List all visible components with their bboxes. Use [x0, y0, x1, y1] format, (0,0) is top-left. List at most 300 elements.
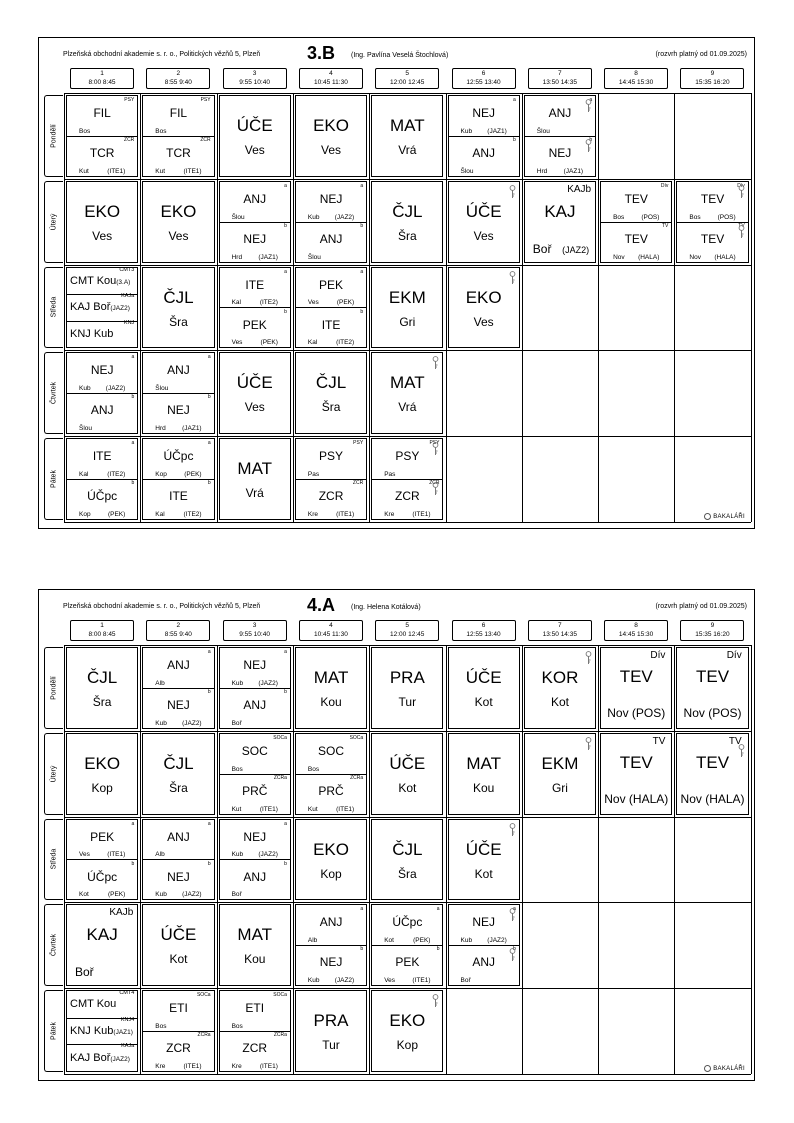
group-label: b: [207, 688, 211, 695]
lesson-group-top[interactable]: [220, 182, 290, 223]
subject-label: PEK: [242, 317, 267, 332]
subject-label: NEJ: [548, 145, 572, 160]
teacher-label: Kal: [155, 510, 165, 518]
lesson-group[interactable]: [67, 321, 137, 348]
group-label: a: [513, 906, 516, 913]
grid-line: [598, 645, 599, 1074]
lesson-group-top[interactable]: [143, 820, 213, 861]
group-label: b: [589, 136, 593, 143]
grid-line: [64, 902, 751, 903]
lesson-cell[interactable]: [66, 647, 138, 729]
lesson-group-bottom[interactable]: [601, 222, 671, 262]
subject-label: ANJ: [243, 697, 267, 712]
lesson-group-bottom[interactable]: [67, 393, 137, 433]
lesson-cell[interactable]: [524, 733, 596, 815]
subject-label: PSY: [319, 449, 344, 464]
subject-label: CMT: [70, 274, 97, 287]
lesson-cell[interactable]: [142, 819, 214, 901]
teacher-label: Pas: [307, 471, 320, 479]
room-label: (ITE1): [336, 805, 355, 813]
group-label: TV: [662, 222, 669, 229]
teacher-label: Kub: [155, 719, 167, 727]
subject-label: ČJL: [315, 373, 347, 393]
grid-line: [598, 93, 599, 522]
teacher-label: Šlou: [231, 213, 245, 221]
teacher-label: Kou: [244, 952, 266, 967]
day-label: Pondělí: [50, 676, 58, 700]
subject-label: KNJ: [70, 1025, 94, 1038]
lesson-group[interactable]: [67, 1044, 137, 1071]
grid-line: [217, 645, 218, 1074]
lesson-line: [70, 1025, 134, 1037]
lesson-group-bottom[interactable]: [220, 222, 290, 262]
teacher-label: Kub: [155, 891, 167, 899]
teacher-label: Kot: [474, 695, 493, 709]
teacher-label: Tur: [398, 695, 417, 709]
subject-label: ANJ: [472, 145, 495, 160]
subject-label: TCR: [89, 145, 115, 160]
lesson-cell[interactable]: [448, 904, 520, 986]
lesson-group-bottom[interactable]: [143, 1031, 213, 1071]
lesson-group-bottom[interactable]: [220, 1031, 290, 1071]
period-time: 12:55 13:40: [466, 630, 501, 638]
teacher-label: Kou: [472, 780, 495, 795]
lesson-cell[interactable]: [66, 733, 138, 815]
group-label: SOCa: [349, 734, 364, 741]
lesson-cell[interactable]: [142, 95, 214, 177]
lesson-cell[interactable]: [142, 733, 214, 815]
day-label: Čtvrtek: [50, 934, 58, 957]
lesson-group-bottom[interactable]: [372, 479, 442, 519]
subject-label: ČJL: [392, 201, 423, 221]
subject-label: ITE: [321, 317, 341, 332]
teacher-label: Bos: [155, 127, 167, 135]
day-label: Pondělí: [50, 124, 58, 148]
logo-icon: [704, 1065, 711, 1072]
teacher-label: Kub: [231, 851, 244, 859]
period-header: [452, 68, 516, 89]
lesson-cell[interactable]: [219, 904, 291, 986]
school-name: Plzeňská obchodní akademie s. r. o., Politických vězňů 5, Plzeň: [63, 51, 261, 58]
lesson-cell[interactable]: [295, 438, 367, 520]
subject-label: EKO: [84, 753, 121, 773]
lesson-line: [70, 301, 134, 313]
lesson-cell[interactable]: [66, 352, 138, 434]
group-label: ZCRa: [273, 1032, 287, 1039]
lesson-group-top[interactable]: [525, 96, 595, 137]
subject-label: EKO: [389, 1011, 426, 1031]
group-label: KNJ4: [120, 1016, 135, 1023]
lesson-cell[interactable]: [66, 990, 138, 1072]
subject-label: ÚČE: [160, 925, 197, 945]
subject-label: ANJ: [167, 363, 190, 378]
class-title: 3.B: [307, 43, 336, 63]
teacher-label: Boř: [93, 301, 111, 314]
lesson-group-top[interactable]: [220, 820, 290, 861]
subject-label: EKO: [160, 201, 197, 221]
period-header: [604, 620, 668, 641]
lesson-group-bottom[interactable]: [296, 945, 366, 985]
lesson-cell[interactable]: [371, 438, 443, 520]
teacher-label: Boř: [231, 891, 242, 899]
teacher-label: Kut: [231, 805, 242, 813]
subject-label: NEJ: [167, 869, 190, 884]
subject-label: ÚČE: [465, 201, 502, 221]
lesson-group-top[interactable]: [220, 268, 290, 309]
lesson-cell[interactable]: [219, 267, 291, 349]
subject-label: ETI: [245, 1001, 265, 1016]
lesson-cell[interactable]: [371, 990, 443, 1072]
lesson-cell[interactable]: [66, 438, 138, 520]
lesson-group-bottom[interactable]: [677, 222, 747, 262]
subject-label: NEJ: [319, 191, 343, 206]
group-label: b: [207, 394, 211, 401]
lesson-cell[interactable]: [371, 267, 443, 349]
school-name: Plzeňská obchodní akademie s. r. o., Politických vězňů 5, Plzeň: [63, 603, 261, 610]
lesson-group-bottom[interactable]: [372, 945, 442, 985]
lesson-group-top[interactable]: [372, 905, 442, 946]
room-label: (HALA): [714, 253, 736, 261]
lesson-group-bottom[interactable]: [143, 393, 213, 433]
lesson-group-top[interactable]: [143, 439, 213, 480]
day-tab: [44, 267, 63, 349]
lesson-group-top[interactable]: [296, 905, 366, 946]
lesson-group-top[interactable]: [220, 734, 290, 775]
grid-line: [64, 1074, 751, 1075]
teacher-label: Bos: [613, 213, 625, 221]
lesson-cell[interactable]: [676, 181, 748, 263]
lesson-cell[interactable]: [295, 181, 367, 263]
lesson-cell[interactable]: [371, 733, 443, 815]
subject-label: ANJ: [90, 403, 114, 418]
lesson-cell[interactable]: [676, 733, 748, 815]
lesson-cell[interactable]: [295, 95, 367, 177]
lesson-group-bottom[interactable]: [143, 136, 213, 176]
subject-label: KAJ: [70, 301, 94, 314]
lesson-group-top[interactable]: [296, 268, 366, 309]
lesson-cell[interactable]: [66, 267, 138, 349]
lesson-group-bottom[interactable]: [67, 479, 137, 519]
lesson-cell[interactable]: [524, 181, 596, 263]
lesson-cell[interactable]: [295, 647, 367, 729]
lesson-cell[interactable]: [66, 904, 138, 986]
group-label: KAJa: [121, 1043, 135, 1050]
lesson-cell[interactable]: [600, 647, 672, 729]
lesson-cell[interactable]: [295, 352, 367, 434]
teacher-label: Kub: [307, 213, 320, 221]
day-tab: [44, 95, 63, 177]
teacher-label: Kub: [460, 127, 473, 135]
subject-label: CMT: [70, 998, 97, 1011]
key-icon: [509, 271, 516, 285]
lesson-cell[interactable]: [600, 733, 672, 815]
teacher-label: Kub: [231, 679, 244, 687]
key-icon: [738, 744, 745, 758]
lesson-cell[interactable]: [371, 904, 443, 986]
lesson-cell[interactable]: [142, 181, 214, 263]
room-label: (JAZ2): [334, 213, 355, 221]
lesson-group-top[interactable]: [372, 439, 442, 480]
group-label: ZCR: [124, 136, 135, 143]
lesson-group-bottom[interactable]: [296, 222, 366, 262]
subject-label: KOR: [541, 668, 579, 687]
subject-label: ČJL: [163, 753, 194, 773]
group-label: b: [207, 860, 211, 867]
lesson-group-top[interactable]: [67, 439, 137, 480]
teacher-label: Ves: [79, 851, 90, 859]
lesson-cell[interactable]: [66, 181, 138, 263]
group-label: a: [360, 906, 364, 913]
lesson-group-bottom[interactable]: [220, 860, 290, 900]
lesson-cell[interactable]: [295, 267, 367, 349]
period-header: [528, 620, 592, 641]
lesson-group-bottom[interactable]: [220, 774, 290, 814]
lesson-cell[interactable]: [219, 990, 291, 1072]
lesson-group-top[interactable]: [143, 96, 213, 137]
teacher-label: Ves: [384, 977, 396, 985]
teacher-label: Kou: [96, 998, 117, 1011]
lesson-cell[interactable]: [142, 990, 214, 1072]
room-label: (3.A): [116, 278, 131, 286]
lesson-group-bottom[interactable]: [143, 479, 213, 519]
lesson-group[interactable]: [67, 991, 137, 1019]
lesson-group-bottom[interactable]: [296, 479, 366, 519]
room-label: (ITE2): [107, 471, 126, 479]
lesson-cell[interactable]: [295, 904, 367, 986]
teacher-label: Vrá: [245, 486, 264, 501]
lesson-group-top[interactable]: [220, 991, 290, 1032]
lesson-group-bottom[interactable]: [449, 945, 519, 985]
lesson-group-top[interactable]: [143, 353, 213, 394]
subject-label: ÚČpc: [87, 869, 118, 884]
lesson-cell[interactable]: [600, 181, 672, 263]
grid-line: [751, 645, 752, 1074]
room-label: (JAZ1): [258, 253, 278, 261]
group-label: TV: [738, 222, 745, 229]
period-number: 7: [557, 70, 562, 77]
logo-text: BAKALÁŘI: [713, 1066, 745, 1072]
subject-label: SOC: [241, 743, 268, 758]
group-label: KNJ: [123, 319, 135, 326]
lesson-cell[interactable]: [448, 819, 520, 901]
lesson-group-bottom[interactable]: [449, 136, 519, 176]
lesson-cell[interactable]: [295, 990, 367, 1072]
teacher-label: Ves: [473, 228, 494, 243]
lesson-group-bottom[interactable]: [143, 688, 213, 728]
teacher-label: Šra: [321, 400, 341, 415]
subject-label: ZCR: [318, 489, 344, 504]
lesson-cell[interactable]: [219, 438, 291, 520]
period-time: 12:00 12:45: [390, 630, 425, 638]
lesson-group-top[interactable]: [677, 182, 747, 223]
group-label: a: [284, 649, 287, 655]
lesson-group-top[interactable]: [296, 734, 366, 775]
period-number: 3: [252, 622, 257, 629]
teacher-label: Kot: [474, 866, 493, 881]
lesson-cell[interactable]: [66, 95, 138, 177]
lesson-group-top[interactable]: [601, 182, 671, 223]
key-icon: [738, 222, 745, 239]
subject-label: ZCR: [395, 489, 420, 504]
period-header: [223, 620, 287, 641]
lesson-group-top[interactable]: [449, 905, 519, 946]
room-label: (ITE1): [183, 1062, 202, 1070]
lesson-cell[interactable]: [219, 819, 291, 901]
period-time: 12:55 13:40: [466, 78, 501, 86]
lesson-cell[interactable]: [142, 904, 214, 986]
subject-label: ÚČpc: [392, 915, 423, 930]
group-label: KAJb: [567, 183, 592, 195]
teacher-label: Kot: [398, 780, 417, 795]
subject-label: MAT: [390, 373, 425, 393]
group-label: a: [284, 820, 287, 827]
logo-icon: [704, 513, 711, 520]
teacher-label: Kre: [155, 1062, 166, 1070]
lesson-cell[interactable]: [219, 95, 291, 177]
period-header: [375, 620, 439, 641]
lesson-cell[interactable]: [219, 352, 291, 434]
grid-line: [293, 93, 294, 522]
lesson-cell[interactable]: [448, 95, 520, 177]
lesson-group-bottom[interactable]: [143, 860, 213, 900]
grid-line: [64, 265, 751, 266]
room-label: (ITE2): [183, 510, 202, 518]
teacher-label: Ves: [307, 299, 319, 307]
period-time: 8:55 9:40: [164, 78, 192, 86]
teacher-label: Bos: [689, 213, 701, 221]
lesson-group-top[interactable]: [449, 96, 519, 137]
lesson-cell[interactable]: [448, 181, 520, 263]
period-number: 4: [329, 622, 333, 629]
timetable-sheet: [38, 589, 755, 1081]
subject-label: TEV: [696, 752, 730, 772]
lesson-cell[interactable]: [219, 733, 291, 815]
lesson-group-bottom[interactable]: [220, 308, 290, 348]
teacher-label: Šlou: [460, 167, 474, 175]
period-header: [452, 620, 516, 641]
period-header: [375, 68, 439, 89]
subject-label: ANJ: [243, 191, 267, 206]
period-number: 8: [634, 622, 638, 629]
teacher-label: Tur: [322, 1038, 340, 1053]
lesson-group-bottom[interactable]: [525, 136, 595, 176]
lesson-group-bottom[interactable]: [220, 688, 290, 728]
group-label: SOCa: [273, 734, 287, 741]
period-time: 8:00 8:45: [88, 78, 116, 86]
lesson-group-top[interactable]: [67, 353, 137, 394]
subject-label: TEV: [619, 667, 653, 686]
lesson-cell[interactable]: [524, 95, 596, 177]
subject-label: NEJ: [243, 231, 267, 246]
teacher-label: Kal: [79, 471, 89, 479]
subject-label: NEJ: [167, 403, 190, 418]
subject-label: KAJ: [70, 1051, 94, 1064]
lesson-cell[interactable]: [448, 733, 520, 815]
subject-label: NEJ: [319, 955, 343, 970]
lesson-cell[interactable]: [295, 733, 367, 815]
room-label: (ITE1): [412, 977, 431, 985]
group-label: KAJb: [109, 907, 134, 919]
period-time: 15:35 16:20: [695, 78, 730, 86]
lesson-cell[interactable]: [142, 267, 214, 349]
subject-label: PRČ: [242, 783, 268, 798]
period-number: 9: [710, 622, 715, 629]
lesson-cell[interactable]: [142, 352, 214, 434]
lesson-cell[interactable]: [371, 95, 443, 177]
period-time: 9:55 10:40: [239, 78, 270, 86]
lesson-cell[interactable]: [295, 819, 367, 901]
subject-label: ITE: [169, 489, 188, 504]
teacher-label: Kot: [79, 891, 89, 899]
lesson-cell[interactable]: [448, 647, 520, 729]
lesson-group[interactable]: [67, 294, 137, 322]
lesson-cell[interactable]: [371, 352, 443, 434]
period-time: 10:45 11:30: [313, 78, 348, 86]
lesson-cell[interactable]: [371, 819, 443, 901]
teacher-label: Nov: [613, 253, 625, 261]
lesson-cell[interactable]: [66, 819, 138, 901]
lesson-cell[interactable]: [142, 647, 214, 729]
period-time: 13:50 14:35: [542, 630, 577, 638]
teacher-label: Ves: [473, 314, 494, 329]
key-icon: [432, 356, 439, 370]
lesson-cell[interactable]: [676, 647, 748, 729]
lesson-group-top[interactable]: [143, 991, 213, 1032]
lesson-cell[interactable]: [448, 267, 520, 349]
lesson-cell[interactable]: [371, 647, 443, 729]
subject-label: PEK: [90, 829, 115, 844]
teacher-label: Šra: [169, 780, 188, 795]
lesson-group[interactable]: [67, 1018, 137, 1046]
room-label: (ITE1): [336, 510, 355, 518]
subject-label: ÚČE: [465, 839, 502, 859]
lesson-group-bottom[interactable]: [296, 774, 366, 814]
teacher-label: Bos: [307, 765, 320, 773]
lesson-cell[interactable]: [371, 181, 443, 263]
lesson-group-top[interactable]: [67, 820, 137, 861]
grid-line: [140, 645, 141, 1074]
lesson-group[interactable]: [67, 268, 137, 296]
lesson-group-bottom[interactable]: [67, 136, 137, 176]
period-number: 8: [634, 70, 638, 77]
teacher-label: Šlou: [155, 385, 169, 393]
day-tab: [44, 904, 63, 986]
period-number: 2: [176, 70, 181, 77]
lesson-group-bottom[interactable]: [67, 860, 137, 900]
lesson-cell[interactable]: [219, 181, 291, 263]
grid-line: [293, 645, 294, 1074]
lesson-group-top[interactable]: [67, 96, 137, 137]
subject-label: FIL: [93, 106, 111, 120]
lesson-group-top[interactable]: [296, 182, 366, 223]
lesson-group-top[interactable]: [296, 439, 366, 480]
group-label: b: [131, 860, 135, 867]
group-label: a: [360, 182, 364, 189]
lesson-group-bottom[interactable]: [296, 308, 366, 348]
lesson-group-top[interactable]: [143, 648, 213, 689]
teacher-label: Boř: [75, 965, 94, 980]
room-label: (JAZ1): [182, 425, 202, 433]
teacher-label: Kot: [169, 952, 188, 967]
lesson-cell[interactable]: [142, 438, 214, 520]
lesson-cell[interactable]: [219, 647, 291, 729]
lesson-group-top[interactable]: [220, 648, 290, 689]
group-label: a: [360, 268, 364, 275]
teacher-label: Šra: [397, 866, 417, 881]
lesson-cell[interactable]: [524, 647, 596, 729]
subject-label: PEK: [395, 955, 420, 970]
period-number: 1: [100, 622, 104, 629]
